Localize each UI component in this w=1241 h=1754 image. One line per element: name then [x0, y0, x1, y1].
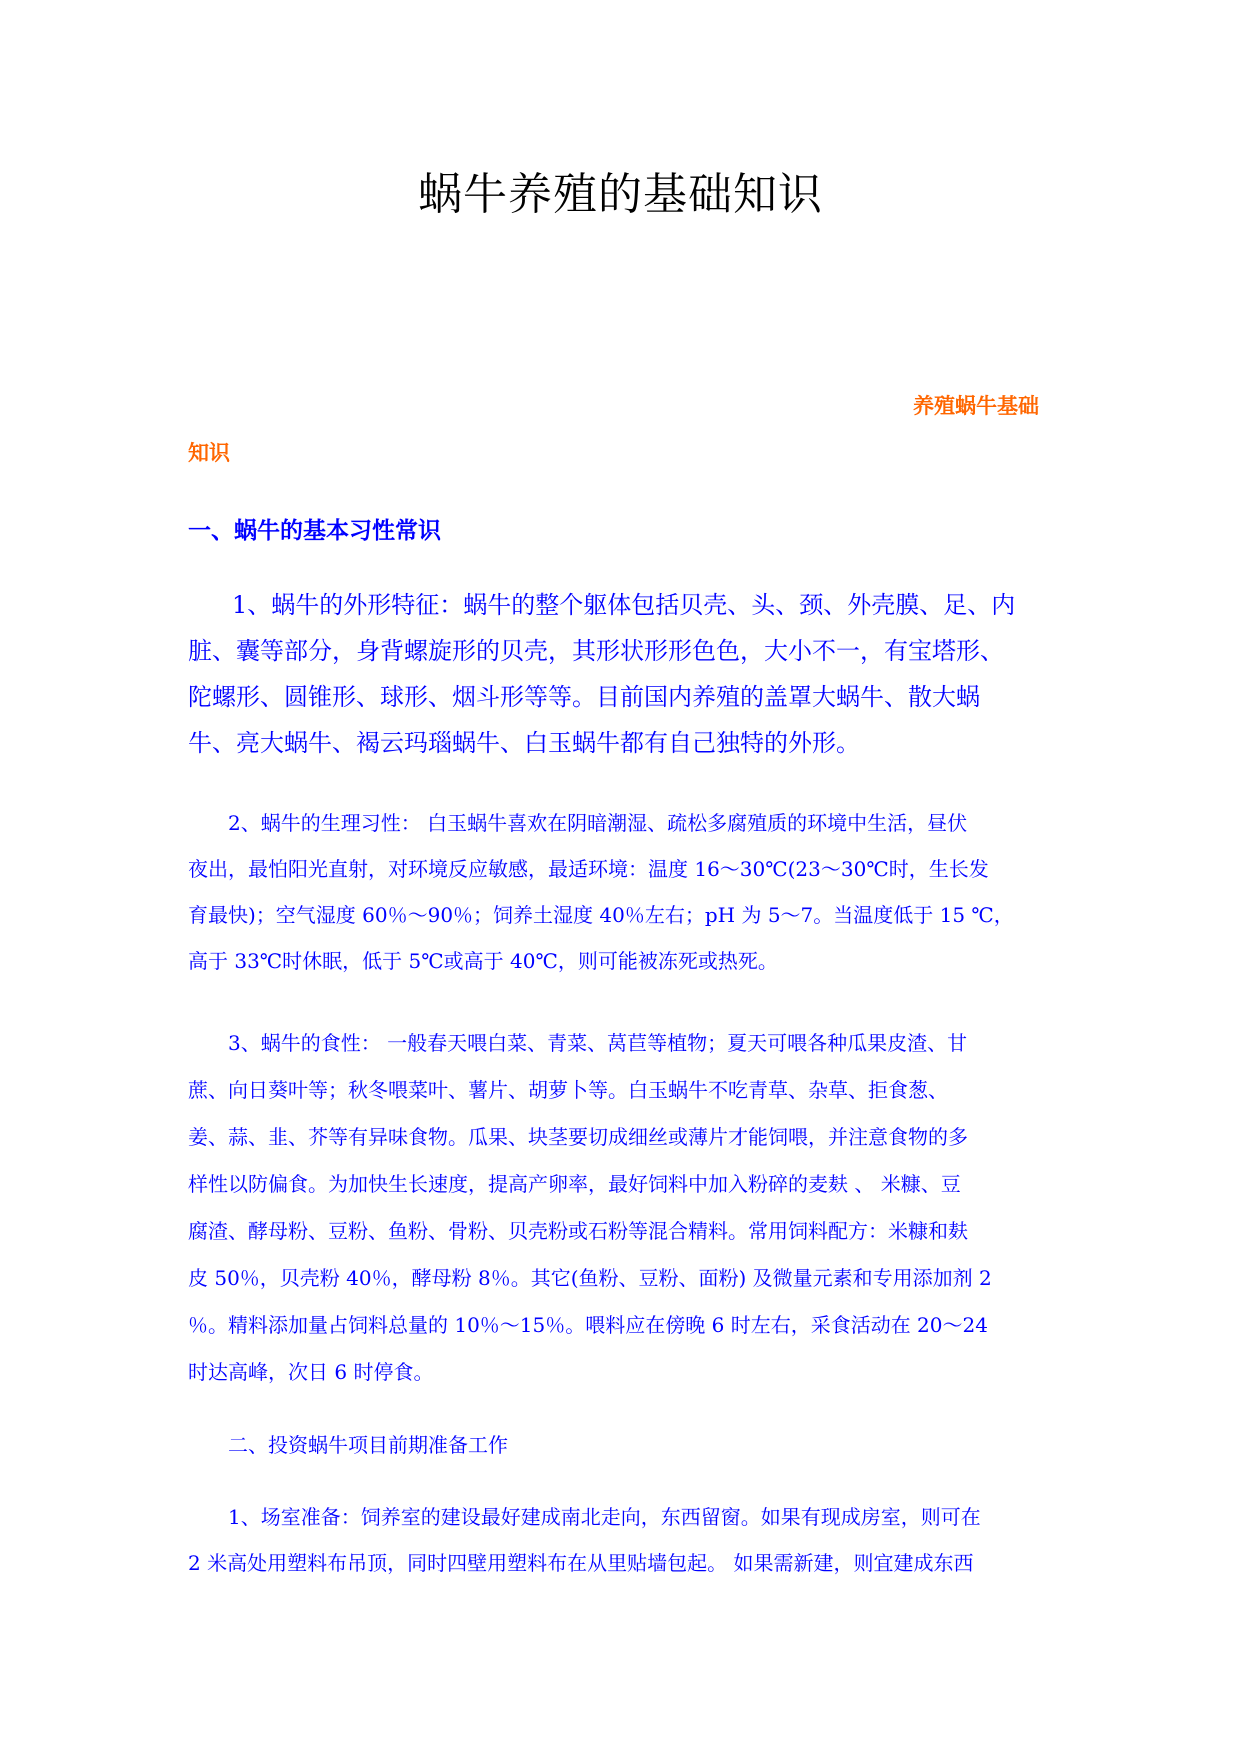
text-line: 育最快)；空气湿度 60％～90％；饲养土湿度 40％左右；pH 为 5～7。当温度低于 15 ℃， — [188, 903, 1014, 927]
text-line: 夜出，最怕阳光直射，对环境反应敏感，最适环境：温度 16～30℃(23～30℃时，生长发 — [188, 857, 989, 881]
text-line: 高于 33℃时休眠，低于 5℃或高于 40℃，则可能被冻死或热死。 — [188, 949, 778, 973]
paragraph-appearance — [188, 582, 1058, 766]
text-line: 样性以防偏食。为加快生长速度，提高产卵率，最好饲料中加入粉碎的麦麸 、 米糠、豆 — [188, 1172, 961, 1196]
subtitle-part-2: 知识 — [188, 441, 230, 465]
text-line: 1、蜗牛的外形特征：蜗牛的整个躯体包括贝壳、头、颈、外壳膜、足、内 — [232, 591, 1016, 619]
text-line: ％。精料添加量占饲料总量的 10％～15％。喂料应在傍晚 6 时左右，采食活动在 20～24 — [188, 1313, 988, 1337]
paragraph-physiology — [188, 800, 1058, 984]
paragraph-site-preparation — [188, 1494, 1058, 1586]
text-line: 3、蜗牛的食性： 一般春天喂白菜、青菜、莴苣等植物；夏天可喂各种瓜果皮渣、甘 — [228, 1031, 968, 1055]
text-line: 陀螺形、圆锥形、球形、烟斗形等等。目前国内养殖的盖罩大蜗牛、散大蜗 — [188, 683, 980, 711]
text-line: 蔗、向日葵叶等；秋冬喂菜叶、薯片、胡萝卜等。白玉蜗牛不吃青草、杂草、拒食葱、 — [188, 1078, 948, 1102]
text-line: 皮 50％，贝壳粉 40％，酵母粉 8％。其它(鱼粉、豆粉、面粉) 及微量元素和专用添加剂 2 — [188, 1266, 992, 1290]
section-heading-habits: 一、蜗牛的基本习性常识 — [188, 518, 441, 544]
paragraph-diet — [188, 1020, 1058, 1396]
section-heading-preparation — [188, 1422, 1098, 1468]
text-line: 脏、囊等部分，身背螺旋形的贝壳，其形状形形色色，大小不一，有宝塔形、 — [188, 637, 1004, 665]
text-line: 2 米高处用塑料布吊顶，同时四壁用塑料布在从里贴墙包起。 如果需新建，则宜建成东西 — [188, 1551, 974, 1575]
text-line: 时达高峰，次日 6 时停食。 — [188, 1360, 434, 1384]
text-line: 1、场室准备：饲养室的建设最好建成南北走向，东西留窗。如果有现成房室，则可在 — [228, 1505, 981, 1529]
subtitle-part-1: 养殖蜗牛基础 — [913, 394, 1039, 418]
text-line: 腐渣、酵母粉、豆粉、鱼粉、骨粉、贝壳粉或石粉等混合精料。常用饲料配方：米糠和麸 — [188, 1219, 968, 1243]
text-line: 二、投资蜗牛项目前期准备工作 — [228, 1433, 508, 1457]
document-title: 蜗牛养殖的基础知识 — [418, 169, 823, 220]
text-line: 姜、蒜、韭、芥等有异味食物。瓜果、块茎要切成细丝或薄片才能饲喂，并注意食物的多 — [188, 1125, 968, 1149]
text-line: 牛、亮大蜗牛、褐云玛瑙蜗牛、白玉蜗牛都有自己独特的外形。 — [188, 729, 860, 757]
text-line: 2、蜗牛的生理习性： 白玉蜗牛喜欢在阴暗潮湿、疏松多腐殖质的环境中生活，昼伏 — [228, 811, 968, 835]
